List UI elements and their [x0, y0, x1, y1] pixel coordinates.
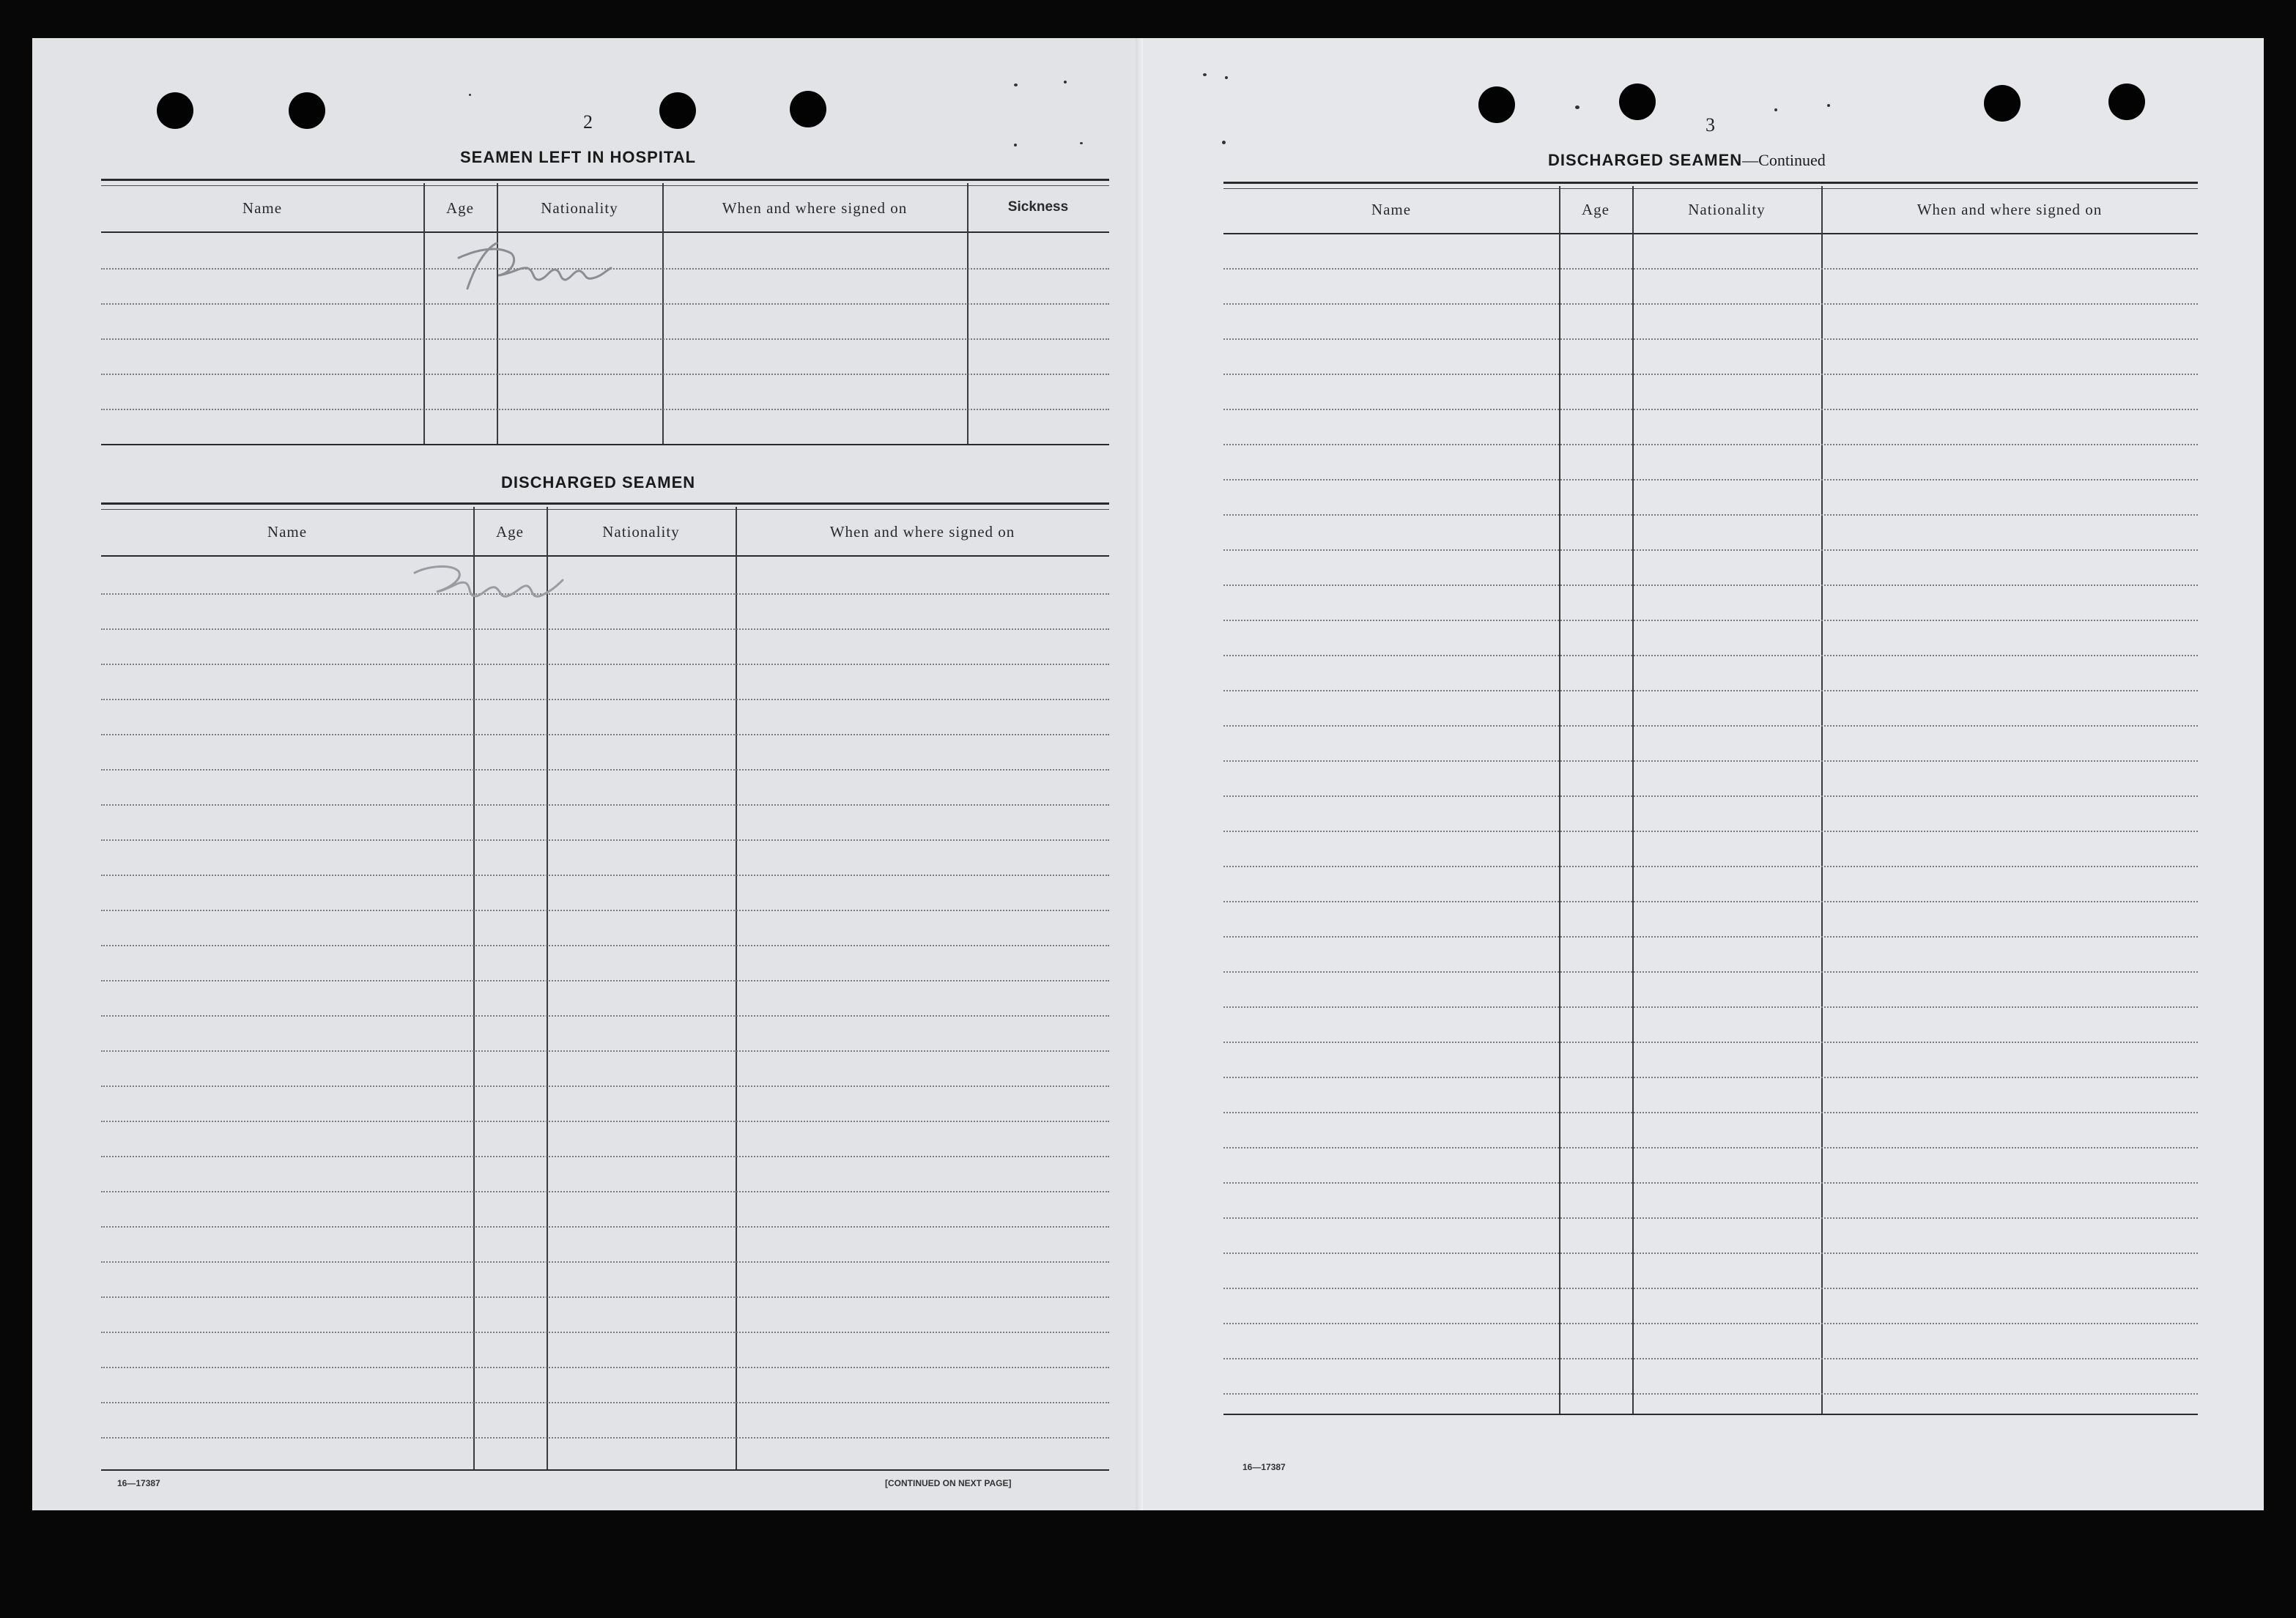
table-row-line — [101, 303, 1109, 305]
table-row-line — [1223, 795, 2198, 797]
column-header-name: Name — [1371, 201, 1412, 218]
column-divider — [547, 507, 548, 1469]
table-row-line — [1223, 1288, 2198, 1289]
left-page — [32, 38, 1143, 1510]
column-header-signed-on: When and where signed on — [1917, 201, 2103, 218]
table-row-line — [1223, 620, 2198, 621]
column-divider — [967, 183, 969, 444]
column-divider — [473, 507, 475, 1469]
table-row-line — [101, 1156, 1109, 1157]
header-bottom-rule — [1223, 233, 2198, 234]
discharged-continued-table — [1223, 182, 2198, 1459]
punch-hole — [659, 92, 696, 129]
column-header-age: Age — [446, 199, 474, 217]
discharged-table — [101, 502, 1109, 1477]
continued-note: [CONTINUED ON NEXT PAGE] — [885, 1478, 1012, 1488]
discharged-section-title: DISCHARGED SEAMEN — [501, 473, 696, 491]
table-row-line — [1223, 549, 2198, 551]
scan-speck — [1014, 84, 1018, 86]
table-bottom-rule — [101, 444, 1109, 445]
table-row-line — [101, 839, 1109, 841]
table-row-line — [101, 1015, 1109, 1017]
column-header-nationality: Nationality — [541, 199, 618, 217]
table-row-line — [101, 1367, 1109, 1368]
scan-speck — [1827, 104, 1830, 107]
punch-hole — [1619, 84, 1656, 120]
table-row-line — [101, 769, 1109, 771]
table-row-line — [101, 374, 1109, 375]
table-row-line — [1223, 1006, 2198, 1008]
table-row-line — [1223, 690, 2198, 691]
column-header-nationality: Nationality — [602, 523, 680, 541]
table-row-line — [101, 628, 1109, 630]
column-header-signed-on: When and where signed on — [829, 523, 1015, 541]
table-row-line — [101, 1086, 1109, 1087]
table-row-line — [101, 1121, 1109, 1122]
punch-hole — [790, 91, 826, 127]
column-divider — [1559, 186, 1560, 1414]
table-row-line — [1223, 514, 2198, 516]
page-number: 2 — [583, 111, 593, 133]
table-row-line — [1223, 303, 2198, 305]
table-row-line — [1223, 374, 2198, 375]
table-row-line — [101, 875, 1109, 876]
scan-speck — [1774, 108, 1777, 111]
table-row-line — [1223, 971, 2198, 973]
table-row-line — [101, 1402, 1109, 1403]
table-row-line — [1223, 268, 2198, 270]
table-row-line — [1223, 409, 2198, 410]
table-row-line — [1223, 1112, 2198, 1113]
table-row-line — [101, 945, 1109, 946]
table-row-line — [1223, 866, 2198, 867]
page-number: 3 — [1706, 114, 1715, 136]
column-divider — [662, 183, 664, 444]
table-top-rule — [101, 502, 1109, 510]
scan-speck — [1203, 73, 1207, 76]
table-row-line — [1223, 1393, 2198, 1395]
column-header-age: Age — [1582, 201, 1610, 218]
column-divider — [1821, 186, 1823, 1414]
punch-hole — [289, 92, 325, 129]
table-row-line — [1223, 1182, 2198, 1184]
column-header-name: Name — [242, 199, 283, 217]
handwritten-none-signature — [407, 558, 642, 609]
table-row-line — [1223, 725, 2198, 727]
table-row-line — [101, 1191, 1109, 1192]
table-row-line — [1223, 936, 2198, 938]
punch-hole — [157, 92, 193, 129]
table-row-line — [101, 910, 1109, 911]
hospital-table — [101, 179, 1109, 450]
form-number: 16—17387 — [1243, 1462, 1286, 1472]
punch-hole — [1984, 85, 2021, 122]
table-row-line — [1223, 1253, 2198, 1254]
table-row-line — [101, 1050, 1109, 1052]
table-row-line — [101, 1226, 1109, 1228]
table-row-line — [1223, 1323, 2198, 1324]
punch-hole — [1478, 86, 1515, 123]
discharged-continued-title: DISCHARGED SEAMEN—Continued — [1548, 151, 1826, 169]
table-row-line — [101, 1261, 1109, 1263]
table-row-line — [1223, 338, 2198, 340]
hospital-section-title: SEAMEN LEFT IN HOSPITAL — [460, 148, 697, 166]
table-row-line — [1223, 831, 2198, 832]
table-row-line — [101, 980, 1109, 981]
right-page — [1143, 38, 2264, 1510]
scan-speck — [1080, 142, 1083, 144]
column-divider — [736, 507, 737, 1469]
table-row-line — [1223, 1217, 2198, 1219]
table-row-line — [1223, 1077, 2198, 1078]
table-row-line — [101, 1296, 1109, 1298]
punch-hole — [2108, 84, 2145, 120]
table-row-line — [1223, 1147, 2198, 1148]
table-row-line — [101, 734, 1109, 735]
table-row-line — [101, 338, 1109, 340]
table-top-rule — [1223, 182, 2198, 189]
header-bottom-rule — [101, 231, 1109, 233]
table-row-line — [101, 664, 1109, 665]
handwritten-none-signature — [445, 237, 680, 296]
table-row-line — [101, 1332, 1109, 1333]
header-bottom-rule — [101, 555, 1109, 557]
column-header-signed-on: When and where signed on — [722, 199, 908, 217]
scan-speck — [1064, 81, 1067, 84]
column-divider — [497, 183, 498, 444]
scan-speck — [1225, 76, 1228, 79]
table-row-line — [1223, 1042, 2198, 1043]
table-row-line — [1223, 760, 2198, 762]
table-row-line — [101, 804, 1109, 806]
column-divider — [423, 183, 425, 444]
table-row-line — [1223, 479, 2198, 480]
scan-speck — [1222, 141, 1226, 144]
table-row-line — [101, 699, 1109, 700]
column-header-name: Name — [267, 523, 308, 541]
table-bottom-rule — [1223, 1414, 2198, 1415]
table-bottom-rule — [101, 1469, 1109, 1471]
column-header-nationality: Nationality — [1688, 201, 1766, 218]
column-header-age: Age — [496, 523, 524, 541]
table-row-line — [101, 1437, 1109, 1439]
column-divider — [1632, 186, 1634, 1414]
table-top-rule — [101, 179, 1109, 186]
table-row-line — [1223, 901, 2198, 902]
table-row-line — [1223, 444, 2198, 445]
table-row-line — [1223, 585, 2198, 586]
form-number: 16—17387 — [117, 1478, 160, 1488]
column-header-sickness: Sickness — [1007, 199, 1069, 215]
table-row-line — [1223, 1358, 2198, 1359]
table-row-line — [1223, 655, 2198, 656]
scan-speck — [1575, 105, 1580, 109]
scan-speck — [1014, 144, 1017, 146]
scan-speck — [469, 94, 471, 96]
table-row-line — [101, 409, 1109, 410]
